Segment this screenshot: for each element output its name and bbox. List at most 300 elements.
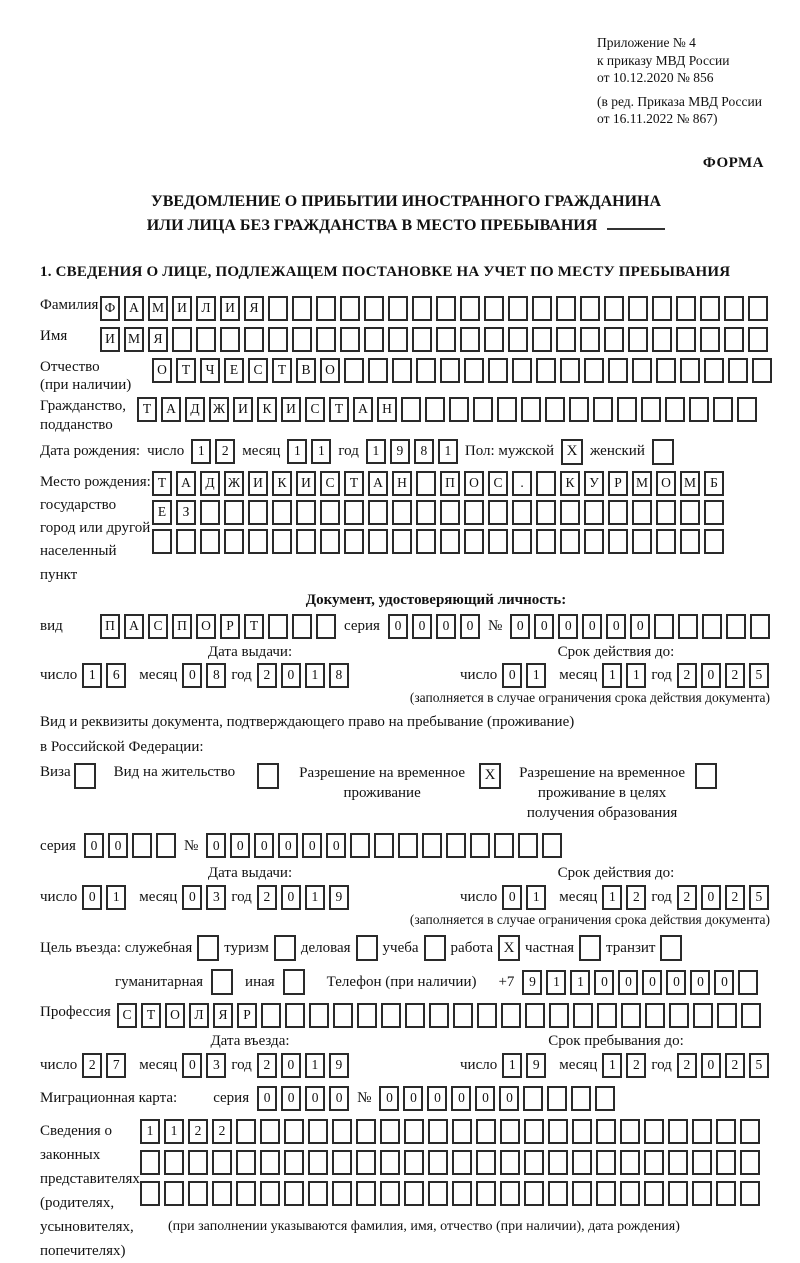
char-cell[interactable] bbox=[545, 397, 565, 422]
purpose-work-checkbox[interactable]: X bbox=[498, 935, 520, 961]
char-cell[interactable] bbox=[464, 529, 484, 554]
char-cell[interactable] bbox=[572, 1119, 592, 1144]
char-cell[interactable]: 0 bbox=[326, 833, 346, 858]
char-cell[interactable]: 1 bbox=[570, 970, 590, 995]
char-cell[interactable]: 0 bbox=[206, 833, 226, 858]
char-cell[interactable]: 0 bbox=[257, 1086, 277, 1111]
char-cell[interactable]: 1 bbox=[287, 439, 307, 464]
char-cell[interactable]: П bbox=[100, 614, 120, 639]
char-cell[interactable]: 8 bbox=[206, 663, 226, 688]
char-cell[interactable]: 0 bbox=[281, 1086, 301, 1111]
char-cell[interactable] bbox=[656, 529, 676, 554]
char-cell[interactable]: Т bbox=[176, 358, 196, 383]
char-cell[interactable]: С bbox=[248, 358, 268, 383]
char-cell[interactable]: 0 bbox=[499, 1086, 519, 1111]
birthplace-row3-input[interactable] bbox=[152, 529, 724, 554]
char-cell[interactable] bbox=[392, 358, 412, 383]
char-cell[interactable] bbox=[172, 327, 192, 352]
char-cell[interactable] bbox=[512, 529, 532, 554]
char-cell[interactable]: 0 bbox=[534, 614, 554, 639]
char-cell[interactable] bbox=[132, 833, 152, 858]
char-cell[interactable]: 1 bbox=[602, 885, 622, 910]
char-cell[interactable] bbox=[488, 358, 508, 383]
char-cell[interactable]: 1 bbox=[305, 663, 325, 688]
birthplace-row1-input[interactable] bbox=[152, 471, 724, 496]
char-cell[interactable] bbox=[608, 529, 628, 554]
char-cell[interactable] bbox=[316, 296, 336, 321]
char-cell[interactable] bbox=[676, 327, 696, 352]
char-cell[interactable]: Я bbox=[148, 327, 168, 352]
char-cell[interactable]: 2 bbox=[725, 1053, 745, 1078]
char-cell[interactable]: 0 bbox=[379, 1086, 399, 1111]
char-cell[interactable] bbox=[620, 1150, 640, 1175]
char-cell[interactable]: 2 bbox=[677, 885, 697, 910]
char-cell[interactable]: М bbox=[124, 327, 144, 352]
char-cell[interactable]: С bbox=[320, 471, 340, 496]
citizenship-input[interactable] bbox=[137, 397, 757, 422]
char-cell[interactable] bbox=[357, 1003, 377, 1028]
sex-female-checkbox[interactable] bbox=[652, 439, 674, 465]
char-cell[interactable]: Р bbox=[220, 614, 240, 639]
char-cell[interactable] bbox=[340, 296, 360, 321]
char-cell[interactable]: Т bbox=[329, 397, 349, 422]
char-cell[interactable]: Ф bbox=[100, 296, 120, 321]
char-cell[interactable] bbox=[244, 327, 264, 352]
char-cell[interactable]: Ж bbox=[209, 397, 229, 422]
char-cell[interactable] bbox=[595, 1086, 615, 1111]
char-cell[interactable] bbox=[416, 500, 436, 525]
char-cell[interactable] bbox=[224, 529, 244, 554]
purpose-private-checkbox[interactable] bbox=[579, 935, 601, 961]
char-cell[interactable]: 0 bbox=[281, 885, 301, 910]
char-cell[interactable]: А bbox=[124, 296, 144, 321]
char-cell[interactable]: 1 bbox=[438, 439, 458, 464]
permit-issue-day-input[interactable] bbox=[82, 885, 126, 910]
char-cell[interactable]: 1 bbox=[305, 1053, 325, 1078]
char-cell[interactable] bbox=[580, 327, 600, 352]
char-cell[interactable] bbox=[704, 529, 724, 554]
char-cell[interactable] bbox=[748, 296, 768, 321]
entry-day-input[interactable] bbox=[82, 1053, 126, 1078]
char-cell[interactable] bbox=[573, 1003, 593, 1028]
char-cell[interactable]: О bbox=[320, 358, 340, 383]
char-cell[interactable] bbox=[644, 1150, 664, 1175]
char-cell[interactable] bbox=[521, 397, 541, 422]
char-cell[interactable]: 6 bbox=[106, 663, 126, 688]
char-cell[interactable] bbox=[308, 1150, 328, 1175]
char-cell[interactable] bbox=[188, 1181, 208, 1206]
char-cell[interactable] bbox=[316, 614, 336, 639]
migration-number-input[interactable] bbox=[379, 1086, 615, 1111]
char-cell[interactable] bbox=[440, 500, 460, 525]
char-cell[interactable] bbox=[368, 358, 388, 383]
char-cell[interactable] bbox=[309, 1003, 329, 1028]
char-cell[interactable]: Л bbox=[189, 1003, 209, 1028]
char-cell[interactable]: 2 bbox=[257, 885, 277, 910]
char-cell[interactable]: 5 bbox=[749, 885, 769, 910]
char-cell[interactable] bbox=[608, 500, 628, 525]
char-cell[interactable]: 0 bbox=[701, 1053, 721, 1078]
char-cell[interactable]: 0 bbox=[281, 663, 301, 688]
char-cell[interactable]: 7 bbox=[106, 1053, 126, 1078]
char-cell[interactable]: 0 bbox=[642, 970, 662, 995]
char-cell[interactable] bbox=[380, 1119, 400, 1144]
char-cell[interactable]: 2 bbox=[677, 663, 697, 688]
char-cell[interactable] bbox=[446, 833, 466, 858]
char-cell[interactable]: 9 bbox=[522, 970, 542, 995]
char-cell[interactable] bbox=[356, 1181, 376, 1206]
char-cell[interactable]: Н bbox=[377, 397, 397, 422]
char-cell[interactable] bbox=[569, 397, 589, 422]
char-cell[interactable] bbox=[260, 1119, 280, 1144]
char-cell[interactable]: Р bbox=[608, 471, 628, 496]
char-cell[interactable] bbox=[412, 296, 432, 321]
char-cell[interactable]: 1 bbox=[106, 885, 126, 910]
char-cell[interactable]: 1 bbox=[366, 439, 386, 464]
char-cell[interactable]: 1 bbox=[140, 1119, 160, 1144]
char-cell[interactable] bbox=[344, 358, 364, 383]
char-cell[interactable] bbox=[268, 296, 288, 321]
char-cell[interactable] bbox=[425, 397, 445, 422]
char-cell[interactable]: 3 bbox=[206, 1053, 226, 1078]
purpose-official-checkbox[interactable] bbox=[197, 935, 219, 961]
char-cell[interactable]: 1 bbox=[546, 970, 566, 995]
char-cell[interactable]: 0 bbox=[558, 614, 578, 639]
patronymic-input[interactable] bbox=[152, 358, 772, 383]
char-cell[interactable] bbox=[340, 327, 360, 352]
doc-issue-month-input[interactable] bbox=[182, 663, 226, 688]
char-cell[interactable]: 1 bbox=[305, 885, 325, 910]
char-cell[interactable] bbox=[284, 1119, 304, 1144]
char-cell[interactable]: Т bbox=[344, 471, 364, 496]
char-cell[interactable]: А bbox=[176, 471, 196, 496]
char-cell[interactable] bbox=[292, 614, 312, 639]
char-cell[interactable] bbox=[556, 296, 576, 321]
char-cell[interactable] bbox=[140, 1181, 160, 1206]
char-cell[interactable] bbox=[344, 500, 364, 525]
char-cell[interactable] bbox=[740, 1181, 760, 1206]
char-cell[interactable] bbox=[632, 500, 652, 525]
char-cell[interactable] bbox=[604, 327, 624, 352]
char-cell[interactable] bbox=[156, 833, 176, 858]
char-cell[interactable] bbox=[332, 1150, 352, 1175]
stay-month-input[interactable] bbox=[602, 1053, 646, 1078]
char-cell[interactable] bbox=[236, 1119, 256, 1144]
char-cell[interactable]: К bbox=[272, 471, 292, 496]
char-cell[interactable] bbox=[176, 529, 196, 554]
char-cell[interactable]: А bbox=[161, 397, 181, 422]
char-cell[interactable]: 0 bbox=[388, 614, 408, 639]
char-cell[interactable] bbox=[416, 529, 436, 554]
char-cell[interactable] bbox=[512, 358, 532, 383]
char-cell[interactable] bbox=[248, 529, 268, 554]
char-cell[interactable] bbox=[224, 500, 244, 525]
char-cell[interactable] bbox=[628, 296, 648, 321]
char-cell[interactable] bbox=[398, 833, 418, 858]
char-cell[interactable] bbox=[596, 1181, 616, 1206]
char-cell[interactable] bbox=[392, 500, 412, 525]
char-cell[interactable] bbox=[428, 1119, 448, 1144]
char-cell[interactable] bbox=[500, 1119, 520, 1144]
char-cell[interactable]: 0 bbox=[254, 833, 274, 858]
givenname-input[interactable] bbox=[100, 327, 768, 352]
char-cell[interactable]: 0 bbox=[582, 614, 602, 639]
char-cell[interactable]: 0 bbox=[305, 1086, 325, 1111]
char-cell[interactable] bbox=[536, 471, 556, 496]
char-cell[interactable] bbox=[196, 327, 216, 352]
char-cell[interactable]: 8 bbox=[414, 439, 434, 464]
char-cell[interactable] bbox=[401, 397, 421, 422]
char-cell[interactable] bbox=[452, 1181, 472, 1206]
char-cell[interactable] bbox=[236, 1181, 256, 1206]
char-cell[interactable]: К bbox=[560, 471, 580, 496]
char-cell[interactable]: А bbox=[368, 471, 388, 496]
char-cell[interactable] bbox=[741, 1003, 761, 1028]
char-cell[interactable] bbox=[500, 1150, 520, 1175]
char-cell[interactable] bbox=[572, 1181, 592, 1206]
char-cell[interactable]: 1 bbox=[311, 439, 331, 464]
char-cell[interactable] bbox=[724, 327, 744, 352]
char-cell[interactable]: С bbox=[305, 397, 325, 422]
char-cell[interactable] bbox=[460, 296, 480, 321]
char-cell[interactable] bbox=[284, 1150, 304, 1175]
char-cell[interactable]: 0 bbox=[412, 614, 432, 639]
char-cell[interactable]: Ч bbox=[200, 358, 220, 383]
char-cell[interactable] bbox=[689, 397, 709, 422]
char-cell[interactable] bbox=[470, 833, 490, 858]
char-cell[interactable] bbox=[593, 397, 613, 422]
char-cell[interactable] bbox=[738, 970, 758, 995]
char-cell[interactable]: З bbox=[176, 500, 196, 525]
char-cell[interactable]: 0 bbox=[329, 1086, 349, 1111]
stay-day-input[interactable] bbox=[502, 1053, 546, 1078]
char-cell[interactable] bbox=[476, 1181, 496, 1206]
char-cell[interactable] bbox=[428, 1181, 448, 1206]
char-cell[interactable]: О bbox=[165, 1003, 185, 1028]
char-cell[interactable] bbox=[518, 833, 538, 858]
char-cell[interactable] bbox=[473, 397, 493, 422]
char-cell[interactable]: 5 bbox=[749, 1053, 769, 1078]
char-cell[interactable] bbox=[392, 529, 412, 554]
char-cell[interactable]: К bbox=[257, 397, 277, 422]
char-cell[interactable] bbox=[604, 296, 624, 321]
char-cell[interactable] bbox=[260, 1150, 280, 1175]
char-cell[interactable] bbox=[536, 529, 556, 554]
char-cell[interactable] bbox=[692, 1181, 712, 1206]
char-cell[interactable]: 2 bbox=[257, 1053, 277, 1078]
char-cell[interactable] bbox=[632, 358, 652, 383]
char-cell[interactable] bbox=[560, 500, 580, 525]
char-cell[interactable] bbox=[380, 1181, 400, 1206]
char-cell[interactable]: Е bbox=[224, 358, 244, 383]
char-cell[interactable]: 0 bbox=[594, 970, 614, 995]
char-cell[interactable] bbox=[548, 1119, 568, 1144]
birth-day-input[interactable] bbox=[191, 439, 235, 464]
char-cell[interactable] bbox=[272, 500, 292, 525]
doc-issue-day-input[interactable] bbox=[82, 663, 126, 688]
char-cell[interactable] bbox=[641, 397, 661, 422]
char-cell[interactable] bbox=[668, 1150, 688, 1175]
char-cell[interactable] bbox=[388, 327, 408, 352]
char-cell[interactable]: 0 bbox=[302, 833, 322, 858]
char-cell[interactable] bbox=[212, 1181, 232, 1206]
char-cell[interactable]: Е bbox=[152, 500, 172, 525]
purpose-transit-checkbox[interactable] bbox=[660, 935, 682, 961]
char-cell[interactable] bbox=[350, 833, 370, 858]
residence-permit-checkbox[interactable] bbox=[257, 763, 279, 789]
char-cell[interactable] bbox=[332, 1181, 352, 1206]
char-cell[interactable] bbox=[488, 529, 508, 554]
char-cell[interactable] bbox=[501, 1003, 521, 1028]
char-cell[interactable] bbox=[236, 1150, 256, 1175]
char-cell[interactable] bbox=[452, 1119, 472, 1144]
char-cell[interactable] bbox=[680, 500, 700, 525]
char-cell[interactable] bbox=[693, 1003, 713, 1028]
char-cell[interactable]: А bbox=[353, 397, 373, 422]
char-cell[interactable]: 0 bbox=[182, 1053, 202, 1078]
representatives-row2-input[interactable] bbox=[140, 1150, 760, 1175]
char-cell[interactable]: 0 bbox=[714, 970, 734, 995]
char-cell[interactable] bbox=[644, 1181, 664, 1206]
char-cell[interactable] bbox=[248, 500, 268, 525]
char-cell[interactable]: 0 bbox=[701, 663, 721, 688]
phone-input[interactable] bbox=[522, 970, 758, 995]
char-cell[interactable] bbox=[632, 529, 652, 554]
char-cell[interactable] bbox=[700, 327, 720, 352]
char-cell[interactable]: 1 bbox=[191, 439, 211, 464]
char-cell[interactable] bbox=[272, 529, 292, 554]
char-cell[interactable] bbox=[220, 327, 240, 352]
char-cell[interactable] bbox=[405, 1003, 425, 1028]
char-cell[interactable]: Б bbox=[704, 471, 724, 496]
char-cell[interactable] bbox=[308, 1181, 328, 1206]
char-cell[interactable] bbox=[333, 1003, 353, 1028]
char-cell[interactable] bbox=[750, 614, 770, 639]
char-cell[interactable] bbox=[716, 1119, 736, 1144]
char-cell[interactable]: У bbox=[584, 471, 604, 496]
char-cell[interactable]: 5 bbox=[749, 663, 769, 688]
char-cell[interactable] bbox=[724, 296, 744, 321]
char-cell[interactable] bbox=[740, 1119, 760, 1144]
char-cell[interactable]: 0 bbox=[403, 1086, 423, 1111]
char-cell[interactable]: 0 bbox=[666, 970, 686, 995]
char-cell[interactable] bbox=[584, 500, 604, 525]
char-cell[interactable] bbox=[692, 1150, 712, 1175]
char-cell[interactable] bbox=[596, 1150, 616, 1175]
doc-expiry-day-input[interactable] bbox=[502, 663, 546, 688]
char-cell[interactable]: 1 bbox=[164, 1119, 184, 1144]
birthplace-row2-input[interactable] bbox=[152, 500, 724, 525]
char-cell[interactable]: Д bbox=[185, 397, 205, 422]
char-cell[interactable] bbox=[548, 1181, 568, 1206]
char-cell[interactable] bbox=[164, 1150, 184, 1175]
char-cell[interactable]: 1 bbox=[82, 663, 102, 688]
char-cell[interactable]: 2 bbox=[82, 1053, 102, 1078]
char-cell[interactable] bbox=[296, 529, 316, 554]
char-cell[interactable]: 0 bbox=[230, 833, 250, 858]
char-cell[interactable] bbox=[380, 1150, 400, 1175]
char-cell[interactable] bbox=[752, 358, 772, 383]
char-cell[interactable] bbox=[188, 1150, 208, 1175]
char-cell[interactable] bbox=[344, 529, 364, 554]
char-cell[interactable] bbox=[549, 1003, 569, 1028]
char-cell[interactable] bbox=[680, 529, 700, 554]
char-cell[interactable]: 0 bbox=[436, 614, 456, 639]
char-cell[interactable] bbox=[284, 1181, 304, 1206]
char-cell[interactable] bbox=[678, 614, 698, 639]
char-cell[interactable] bbox=[584, 529, 604, 554]
char-cell[interactable] bbox=[416, 471, 436, 496]
doc-expiry-year-input[interactable] bbox=[677, 663, 769, 688]
char-cell[interactable]: Т bbox=[152, 471, 172, 496]
char-cell[interactable] bbox=[500, 1181, 520, 1206]
char-cell[interactable] bbox=[508, 327, 528, 352]
char-cell[interactable] bbox=[608, 358, 628, 383]
char-cell[interactable] bbox=[292, 296, 312, 321]
char-cell[interactable]: Л bbox=[196, 296, 216, 321]
char-cell[interactable]: 3 bbox=[206, 885, 226, 910]
char-cell[interactable]: Т bbox=[141, 1003, 161, 1028]
char-cell[interactable]: 0 bbox=[690, 970, 710, 995]
char-cell[interactable]: 1 bbox=[526, 663, 546, 688]
char-cell[interactable]: 2 bbox=[626, 885, 646, 910]
char-cell[interactable] bbox=[680, 358, 700, 383]
char-cell[interactable] bbox=[668, 1181, 688, 1206]
char-cell[interactable] bbox=[140, 1150, 160, 1175]
doc-expiry-month-input[interactable] bbox=[602, 663, 646, 688]
char-cell[interactable]: 0 bbox=[475, 1086, 495, 1111]
char-cell[interactable]: С bbox=[148, 614, 168, 639]
char-cell[interactable] bbox=[200, 529, 220, 554]
char-cell[interactable]: 0 bbox=[701, 885, 721, 910]
char-cell[interactable]: М bbox=[148, 296, 168, 321]
char-cell[interactable] bbox=[404, 1119, 424, 1144]
char-cell[interactable] bbox=[364, 296, 384, 321]
char-cell[interactable] bbox=[740, 1150, 760, 1175]
visa-checkbox[interactable] bbox=[74, 763, 96, 789]
char-cell[interactable] bbox=[364, 327, 384, 352]
char-cell[interactable] bbox=[572, 1150, 592, 1175]
sex-male-checkbox[interactable]: X bbox=[561, 439, 583, 465]
char-cell[interactable] bbox=[460, 327, 480, 352]
char-cell[interactable]: М bbox=[680, 471, 700, 496]
char-cell[interactable]: 0 bbox=[281, 1053, 301, 1078]
char-cell[interactable]: И bbox=[281, 397, 301, 422]
char-cell[interactable] bbox=[560, 358, 580, 383]
char-cell[interactable]: 9 bbox=[329, 885, 349, 910]
char-cell[interactable] bbox=[669, 1003, 689, 1028]
char-cell[interactable] bbox=[452, 1150, 472, 1175]
char-cell[interactable] bbox=[620, 1119, 640, 1144]
char-cell[interactable] bbox=[716, 1150, 736, 1175]
char-cell[interactable] bbox=[692, 1119, 712, 1144]
char-cell[interactable] bbox=[374, 833, 394, 858]
char-cell[interactable]: 0 bbox=[510, 614, 530, 639]
char-cell[interactable]: Д bbox=[200, 471, 220, 496]
char-cell[interactable] bbox=[260, 1181, 280, 1206]
char-cell[interactable] bbox=[668, 1119, 688, 1144]
char-cell[interactable] bbox=[268, 327, 288, 352]
char-cell[interactable]: Т bbox=[244, 614, 264, 639]
char-cell[interactable] bbox=[580, 296, 600, 321]
char-cell[interactable] bbox=[436, 296, 456, 321]
char-cell[interactable]: И bbox=[296, 471, 316, 496]
char-cell[interactable] bbox=[494, 833, 514, 858]
char-cell[interactable]: О bbox=[196, 614, 216, 639]
doc-issue-year-input[interactable] bbox=[257, 663, 349, 688]
char-cell[interactable]: 0 bbox=[618, 970, 638, 995]
representatives-row3-input[interactable] bbox=[140, 1181, 760, 1206]
